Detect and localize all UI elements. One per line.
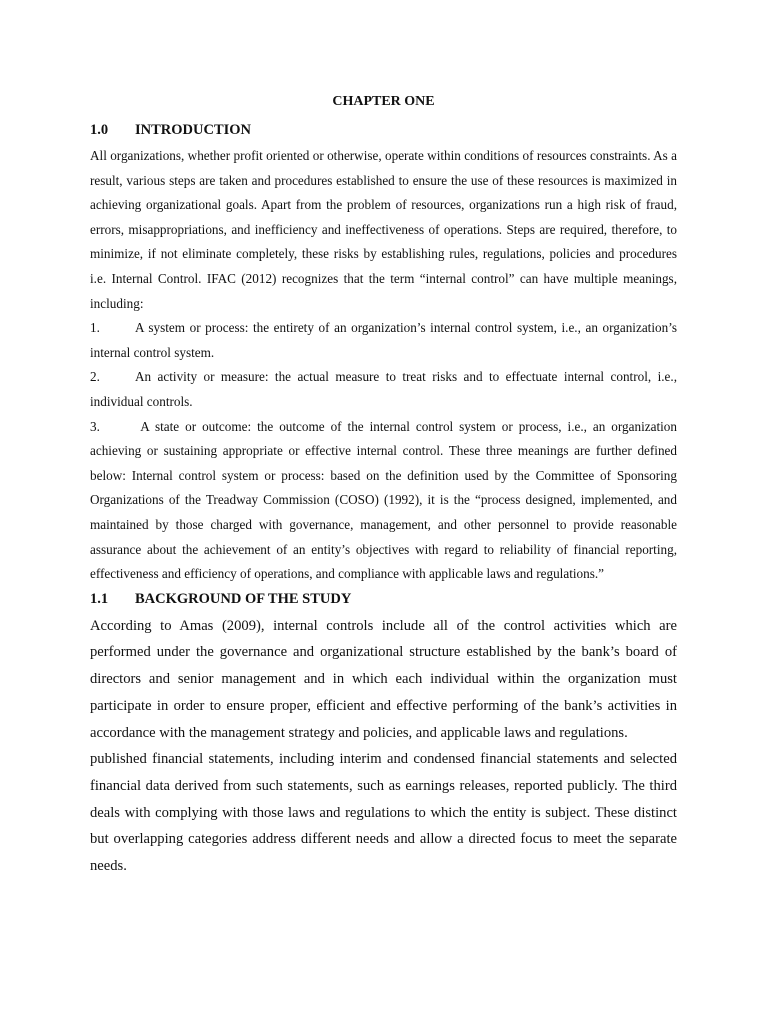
- chapter-title: CHAPTER ONE: [332, 94, 435, 109]
- list-item-number: 1.: [90, 320, 100, 336]
- section-title: INTRODUCTION: [135, 122, 252, 138]
- list-item-text: A state or outcome: the outcome of the internal control system or process, i.e., an organization achieving or sustaining appropriate or effective internal control. These three meanings are further defined below: Internal control system or process: based on the definition used by the Committee of Sponsoring Organizations of the Treadway Commission (COSO) (1992), it is the “process designed, implemented, and maintained by those charged with governance, management, and other personnel to provide reasonable assurance about the achievement of an entity’s objectives with regard to reliability of financial reporting, effectiveness and efficiency of operations, and compliance with applicable laws and regulations.”: [90, 418, 677, 582]
- list-item-text: A system or process: the entirety of an organization’s internal control system, i.e., an organization’s internal control system.: [90, 320, 677, 360]
- section-heading-background: [90, 589, 677, 609]
- section-title: BACKGROUND OF THE STUDY: [135, 590, 352, 607]
- document-page: [90, 92, 677, 880]
- list-item-number: 3.: [90, 418, 100, 434]
- list-item-text: An activity or measure: the actual measure to treat risks and to effectuate internal control, i.e., individual controls.: [90, 369, 677, 409]
- list-item: [90, 316, 677, 365]
- list-item-number: 2.: [90, 369, 100, 385]
- list-item: [90, 415, 677, 587]
- background-paragraph: published financial statements, including interim and condensed financial statements and selected financial data derived from such statements, such as earnings releases, reported publicly. The third deals with complying with those laws and regulations to which the entity is subject. These distinct but overlapping categories address different needs and allow a directed focus to meet the separate needs.: [90, 751, 677, 875]
- background-paragraph: According to Amas (2009), internal controls include all of the control activities which are performed under the governance and organizational structure established by the bank’s board of directors and senior management and in which each individual within the organization must participate in order to ensure proper, efficient and effective performing of the bank’s activities in accordance with the management strategy and policies, and applicable laws and regulations.: [90, 617, 677, 741]
- intro-paragraph: All organizations, whether profit oriented or otherwise, operate within conditions of resources constraints. As a result, various steps are taken and procedures established to ensure the use of these resources is maximized in achieving organizational goals. Apart from the problem of resources, organizations run a high risk of fraud, errors, misappropriations, and inefficiency and ineffectiveness of operations. Steps are required, therefore, to minimize, if not eliminate completely, these risks by establishing rules, regulations, policies and procedures i.e. Internal Control. IFAC (2012) recognizes that the term “internal control” can have multiple meanings, including:: [90, 148, 677, 311]
- list-item: [90, 365, 677, 414]
- section-number: 1.0: [90, 122, 109, 138]
- section-heading-introduction: [90, 120, 677, 140]
- section-number: 1.1: [90, 590, 109, 607]
